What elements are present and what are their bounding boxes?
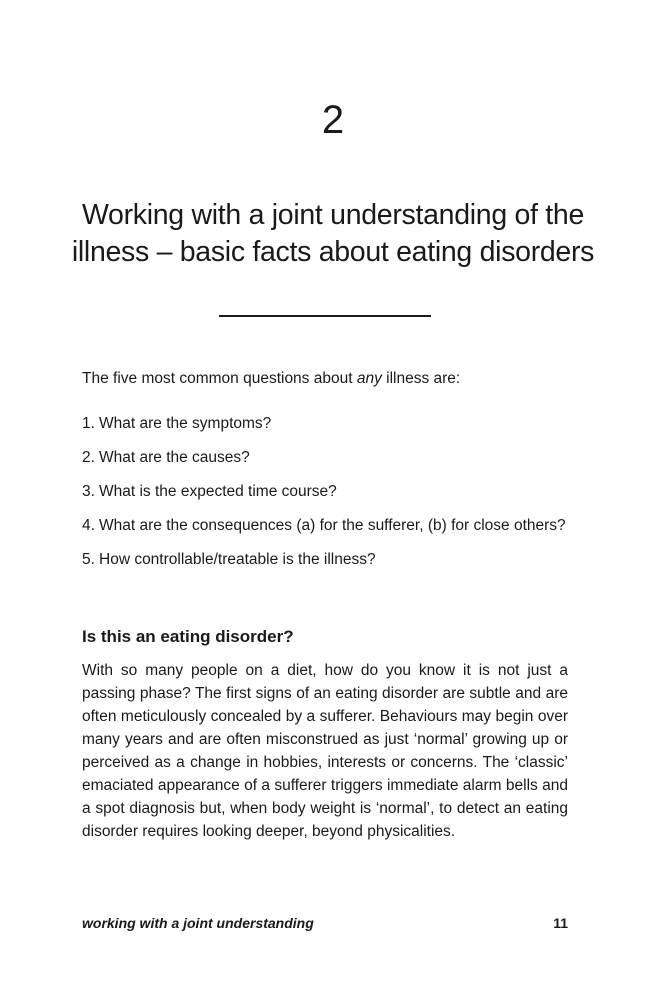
list-item-number: 5. (82, 551, 95, 568)
chapter-title: Working with a joint understanding of the illness – basic facts about eating disorders (71, 199, 595, 268)
list-item (82, 446, 582, 469)
list-item (82, 514, 582, 537)
list-item-text: What are the causes? (99, 449, 250, 466)
chapter-number: 2 (321, 98, 345, 142)
list-item-number: 3. (82, 483, 95, 500)
intro-text-after: illness are: (381, 370, 461, 387)
body-paragraph: With so many people on a diet, how do you know it is not just a passing phase? The first signs of an eating disorder are subtle and are often meticulously concealed by a sufferer. Behaviours may begin over many years and are often misconstrued as just ‘normal’ growing up or perceived as a change in hobbies, interests or concerns. The ‘classic’ emaciated appearance of a sufferer triggers immediate alarm bells and a spot diagnosis but, when body weight is ‘normal’, to detect an eating disorder requires looking deeper, beyond physicalities. (82, 662, 568, 840)
list-item-number: 1. (82, 415, 95, 432)
list-item-text: What is the expected time course? (99, 483, 337, 500)
question-list (82, 412, 582, 582)
page-number: 11 (553, 915, 568, 931)
section-heading: Is this an eating disorder? (82, 627, 294, 646)
intro-text-before: The five most common questions about (82, 370, 357, 387)
intro-paragraph (82, 367, 582, 390)
list-item (82, 480, 582, 503)
list-item-text: How controllable/treatable is the illness? (99, 551, 376, 568)
title-rule (219, 315, 431, 317)
running-footer-title: working with a joint understanding (82, 915, 314, 931)
list-item (82, 548, 582, 571)
list-item-text: What are the symptoms? (99, 415, 272, 432)
list-item (82, 412, 582, 435)
list-item-number: 2. (82, 449, 95, 466)
list-item-number: 4. (82, 517, 95, 534)
intro-emphasis: any (356, 370, 382, 387)
list-item-text: What are the consequences (a) for the sufferer, (b) for close others? (99, 517, 566, 534)
